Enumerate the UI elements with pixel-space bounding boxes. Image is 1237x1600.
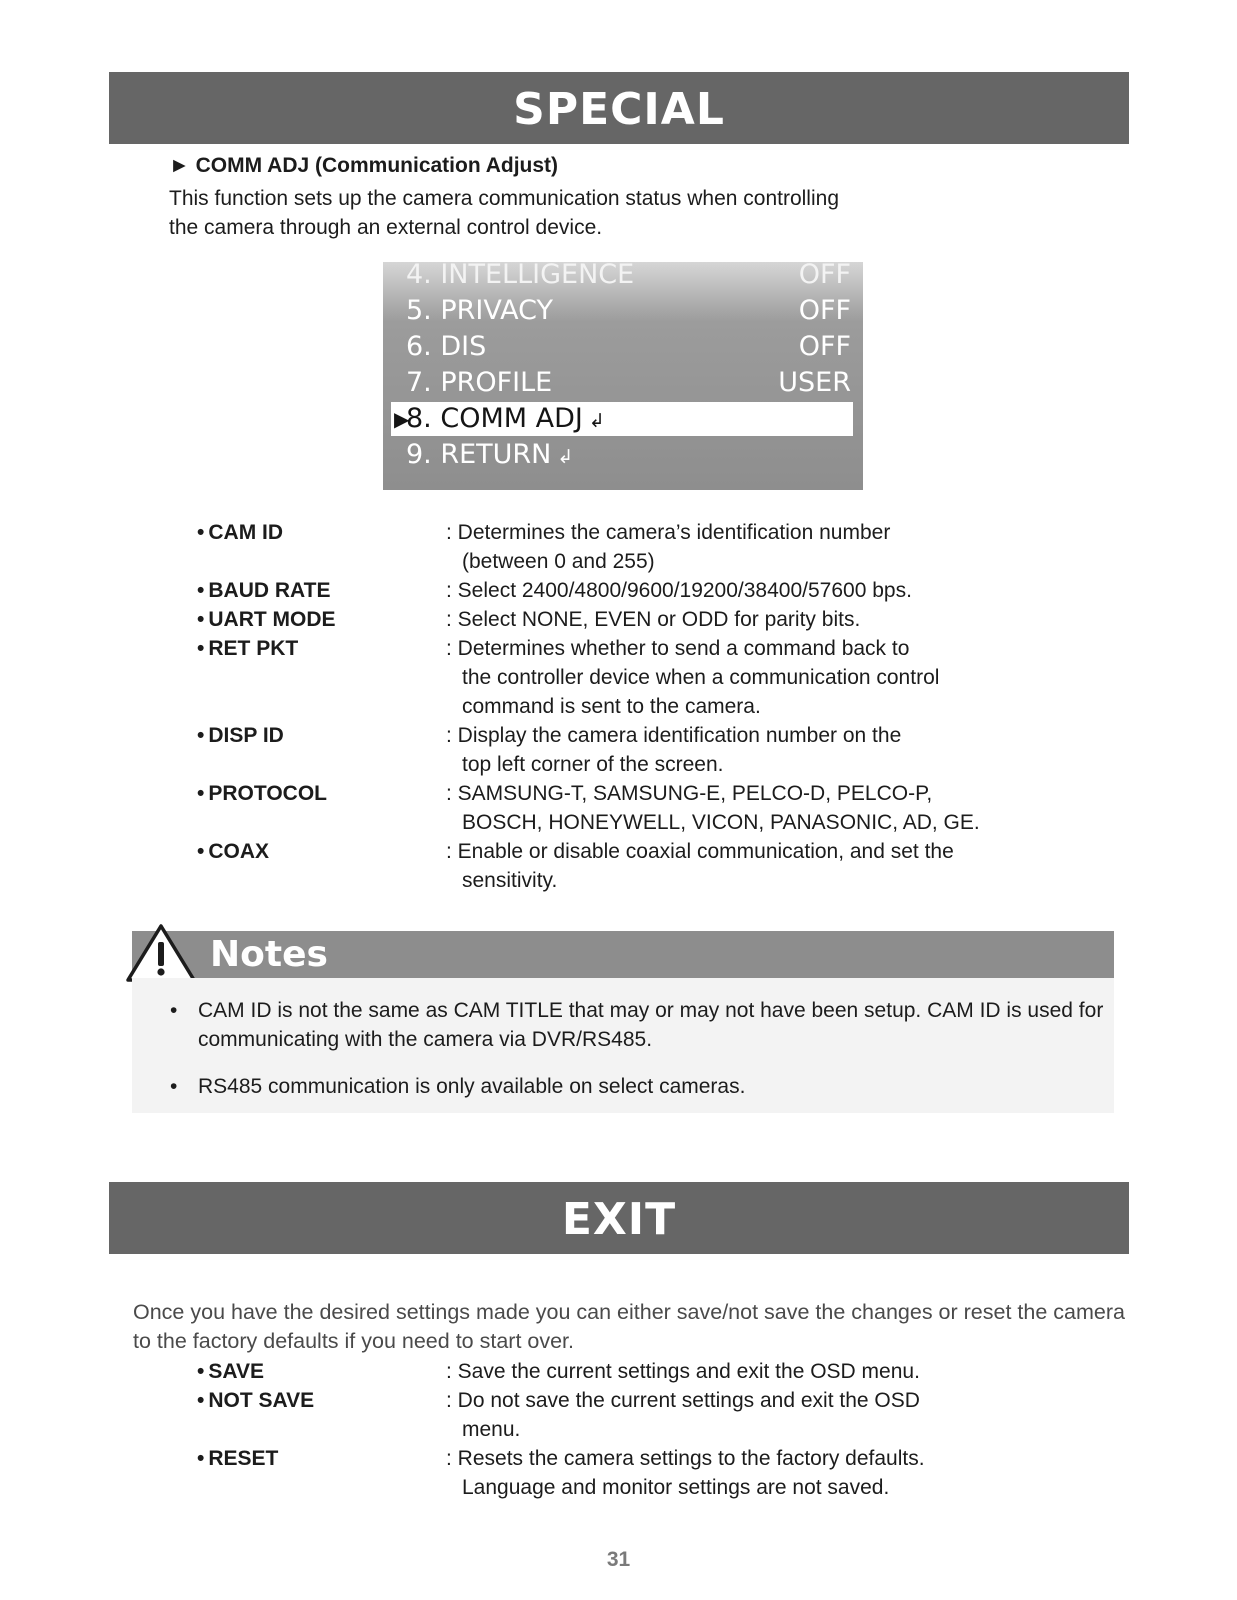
definition-description bbox=[446, 518, 1112, 576]
osd-menu-screenshot bbox=[383, 259, 863, 490]
desc-line: top left corner of the screen. bbox=[462, 753, 724, 776]
definition-row bbox=[197, 1386, 1112, 1444]
definition-description bbox=[446, 721, 1112, 779]
enter-icon: ↲ bbox=[588, 410, 605, 432]
definition-row bbox=[197, 1357, 1112, 1386]
definition-term: • NOT SAVE bbox=[197, 1389, 315, 1412]
osd-item-value: OFF bbox=[798, 295, 851, 326]
special-section-banner bbox=[109, 72, 1129, 144]
definition-term: • DISP ID bbox=[197, 724, 284, 747]
desc-line: BOSCH, HONEYWELL, VICON, PANASONIC, AD, GE. bbox=[462, 811, 980, 834]
desc-line: : Select 2400/4800/9600/19200/38400/57600 bps. bbox=[446, 579, 912, 602]
definition-description bbox=[446, 1386, 1112, 1444]
definition-description bbox=[446, 1357, 1112, 1386]
definition-description bbox=[446, 634, 1112, 721]
notes-title: Notes bbox=[210, 934, 328, 975]
desc-line: : Save the current settings and exit the OSD menu. bbox=[446, 1360, 920, 1383]
definition-description bbox=[446, 779, 1112, 837]
definition-term: • BAUD RATE bbox=[197, 579, 331, 602]
desc-line: (between 0 and 255) bbox=[462, 550, 655, 573]
osd-item-label: 7. PROFILE bbox=[406, 367, 553, 398]
term-text: UART MODE bbox=[208, 608, 336, 631]
osd-item-value: OFF bbox=[798, 259, 851, 290]
exit-intro: Once you have the desired settings made you can either save/not save the changes or reset the camera to the factory defaults if you need to start over. bbox=[133, 1300, 1125, 1353]
definition-row bbox=[197, 837, 1112, 895]
definition-term: • PROTOCOL bbox=[197, 782, 327, 805]
definition-description bbox=[446, 1444, 1112, 1502]
note-item: • CAM ID is not the same as CAM TITLE that may or may not have been setup. CAM ID is used for communicating with the camera via DVR/RS485. bbox=[170, 999, 1104, 1051]
note-text: CAM ID is not the same as CAM TITLE that may or may not have been setup. CAM ID is used for communicating with the camera via DVR/RS485. bbox=[198, 999, 1104, 1051]
comm-adj-heading: ► COMM ADJ (Communication Adjust) bbox=[169, 154, 559, 177]
osd-item-label: 5. PRIVACY bbox=[406, 295, 553, 326]
definition-term: • RET PKT bbox=[197, 637, 299, 660]
osd-menu-item bbox=[391, 366, 853, 400]
desc-line: sensitivity. bbox=[462, 869, 558, 892]
desc-line: : SAMSUNG-T, SAMSUNG-E, PELCO-D, PELCO-P, bbox=[446, 782, 933, 805]
osd-menu-item bbox=[391, 330, 853, 364]
menu-pointer-icon: ▶ bbox=[394, 407, 410, 431]
osd-menu-item bbox=[391, 438, 853, 472]
definition-description bbox=[446, 576, 1112, 605]
definition-row bbox=[197, 721, 1112, 779]
definition-term: • CAM ID bbox=[197, 521, 284, 544]
note-text: RS485 communication is only available on select cameras. bbox=[198, 1075, 746, 1098]
osd-menu-item bbox=[391, 294, 853, 328]
desc-line: : Display the camera identification number on the bbox=[446, 724, 902, 747]
desc-line: the controller device when a communication control bbox=[462, 666, 940, 689]
definition-row bbox=[197, 605, 1112, 634]
warning-icon bbox=[125, 922, 197, 984]
definition-description bbox=[446, 837, 1112, 895]
desc-line: : Enable or disable coaxial communication, and set the bbox=[446, 840, 954, 863]
osd-menu-item bbox=[391, 258, 853, 292]
term-text: SAVE bbox=[208, 1360, 264, 1383]
term-text: RET PKT bbox=[208, 637, 299, 660]
definition-row bbox=[197, 518, 1112, 576]
desc-line: : Determines whether to send a command back to bbox=[446, 637, 910, 660]
notes-body bbox=[132, 978, 1114, 1113]
term-text: PROTOCOL bbox=[208, 782, 327, 805]
intro-line-1: This function sets up the camera communication status when controlling bbox=[169, 187, 840, 210]
desc-line: Language and monitor settings are not saved. bbox=[462, 1476, 890, 1499]
definition-row bbox=[197, 576, 1112, 605]
osd-item-label: 6. DIS bbox=[406, 331, 487, 362]
notes-list bbox=[132, 996, 1114, 1101]
definition-term: • SAVE bbox=[197, 1360, 264, 1383]
notes-header-bar bbox=[132, 931, 1114, 978]
desc-line: : Resets the camera settings to the factory defaults. bbox=[446, 1447, 925, 1470]
osd-item-label bbox=[406, 402, 605, 438]
definition-term: • RESET bbox=[197, 1447, 279, 1470]
exit-section-banner bbox=[109, 1182, 1129, 1254]
page-number: 31 bbox=[606, 1548, 631, 1571]
osd-item-value: USER bbox=[778, 367, 851, 398]
comm-adj-intro bbox=[169, 184, 1069, 242]
osd-item-label bbox=[406, 438, 573, 474]
exit-definitions bbox=[197, 1357, 1112, 1502]
term-text: DISP ID bbox=[208, 724, 284, 747]
term-text: BAUD RATE bbox=[208, 579, 331, 602]
term-text: CAM ID bbox=[208, 521, 284, 544]
definition-description bbox=[446, 605, 1112, 634]
osd-item-label: 4. INTELLIGENCE bbox=[406, 259, 635, 290]
definition-row bbox=[197, 779, 1112, 837]
special-title: SPECIAL bbox=[513, 84, 725, 135]
definition-row bbox=[197, 634, 1112, 721]
desc-line: : Select NONE, EVEN or ODD for parity bits. bbox=[446, 608, 861, 631]
definition-term: • UART MODE bbox=[197, 608, 336, 631]
definition-term: • COAX bbox=[197, 840, 270, 863]
osd-item-value: OFF bbox=[798, 331, 851, 362]
term-text: COAX bbox=[208, 840, 270, 863]
desc-line: : Do not save the current settings and exit the OSD bbox=[446, 1389, 920, 1412]
desc-line: menu. bbox=[462, 1418, 521, 1441]
term-text: NOT SAVE bbox=[208, 1389, 315, 1412]
definition-row bbox=[197, 1444, 1112, 1502]
enter-icon: ↲ bbox=[557, 446, 574, 468]
note-item: • RS485 communication is only available on select cameras. bbox=[170, 1075, 746, 1098]
desc-line: command is sent to the camera. bbox=[462, 695, 761, 718]
intro-line-2: the camera through an external control device. bbox=[169, 216, 603, 239]
exit-title: EXIT bbox=[561, 1194, 677, 1245]
desc-line: : Determines the camera’s identification number bbox=[446, 521, 891, 544]
osd-menu-item-selected bbox=[391, 402, 853, 436]
osd-item-label-text: 9. RETURN bbox=[406, 439, 552, 470]
term-text: RESET bbox=[208, 1447, 279, 1470]
osd-item-label-text: 8. COMM ADJ bbox=[406, 403, 583, 434]
comm-adj-definitions bbox=[197, 518, 1112, 895]
